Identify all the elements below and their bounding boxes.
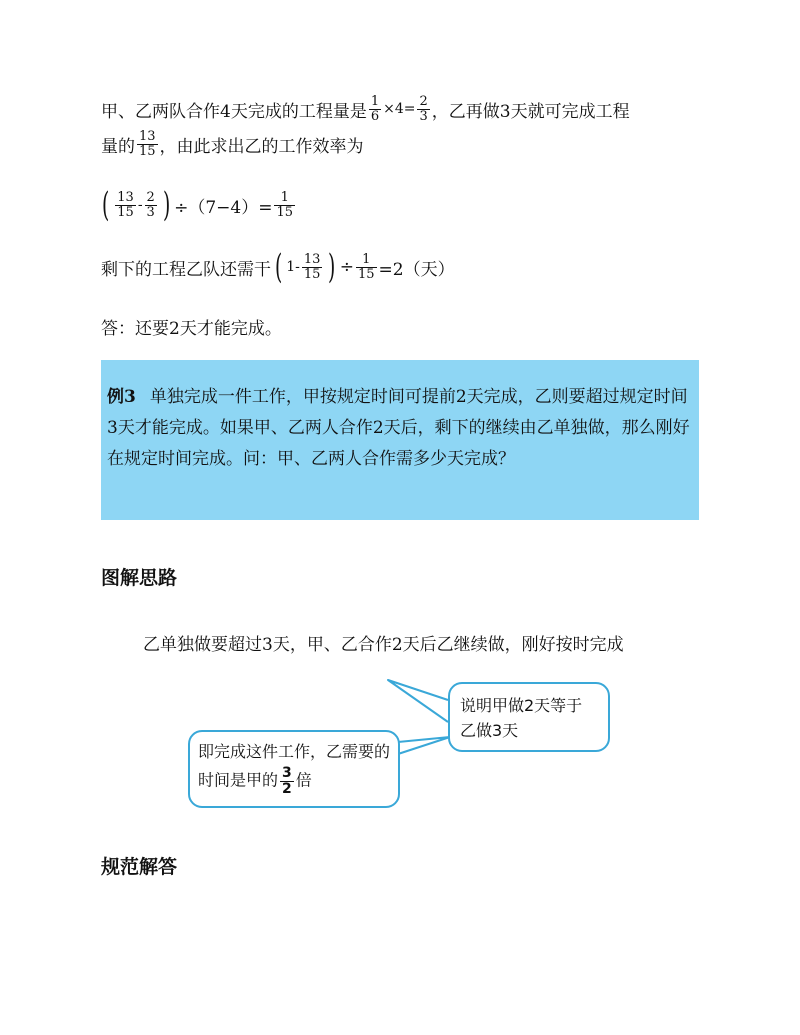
division-sign: ÷ [339,257,354,277]
line2-text-a: 量的 [101,136,135,157]
thinking-line: 乙单独做要超过3天，甲、乙合作2天后乙继续做，刚好按时完成 [143,635,624,655]
answer-line: 答：还要2天才能完成。 [101,319,282,339]
speech-bubble-left [188,730,400,808]
fraction-1-15: $\frac{1}{15}$ [357,251,375,282]
left-paren: ( [101,185,110,225]
fraction-2-3: $\frac{2}{3}$ [146,189,155,220]
bubble-left-text-b: 倍 [295,770,312,790]
example-label: 例3 [107,387,136,407]
line2-text-b: ，由此求出乙的工作效率为 [159,136,364,157]
line1-text-c: ，乙再做3天就可完成工程 [431,101,630,122]
left-paren: ( [274,247,283,287]
fraction-3-2: $\frac{3}{2}$ [282,765,292,797]
fraction-two-thirds: $\frac{2}{3}$ [419,94,428,124]
heading-answer: 规范解答 [101,856,178,878]
line1-text-b: ×4= [383,101,416,118]
line4-text-b: =2（天） [378,259,455,280]
bubble-right-text: 说明甲做2天等于乙做3天 [460,696,583,740]
line4-text-a: 剩下的工程乙队还需干 [101,259,271,280]
fraction-13-15: $\frac{13}{15}$ [303,251,321,282]
line1-text-a: 甲、乙两队合作4天完成的工程量是 [101,101,367,122]
speech-bubble-right [448,682,610,752]
fraction-one-sixth: $\frac{1}{6}$ [370,94,380,124]
heading-thinking: 图解思路 [101,567,178,589]
fraction-13-15: $\frac{13}{15}$ [117,189,134,220]
right-paren: ) [328,247,336,287]
line4-one: 1- [286,259,300,275]
line3-text-a: ÷（7−4）= [174,197,273,218]
example-text: 单独完成一件工作，甲按规定时间可提前2天完成，乙则要超过规定时间3天才能完成。如果甲、乙两人合作2天后，剩下的继续由乙单独做，那么刚好在规定时间完成。问：甲、乙两人合作需多少天完成？ [107,387,690,469]
bubble-left-text-a: 即完成这件工作，乙需要的时间是甲的 [198,742,391,790]
minus-sign: - [137,197,143,213]
right-paren: ) [162,185,171,225]
fraction-1-15: $\frac{1}{15}$ [276,189,294,220]
fraction-thirteen-fifteenths: $\frac{13}{15}$ [139,129,156,159]
